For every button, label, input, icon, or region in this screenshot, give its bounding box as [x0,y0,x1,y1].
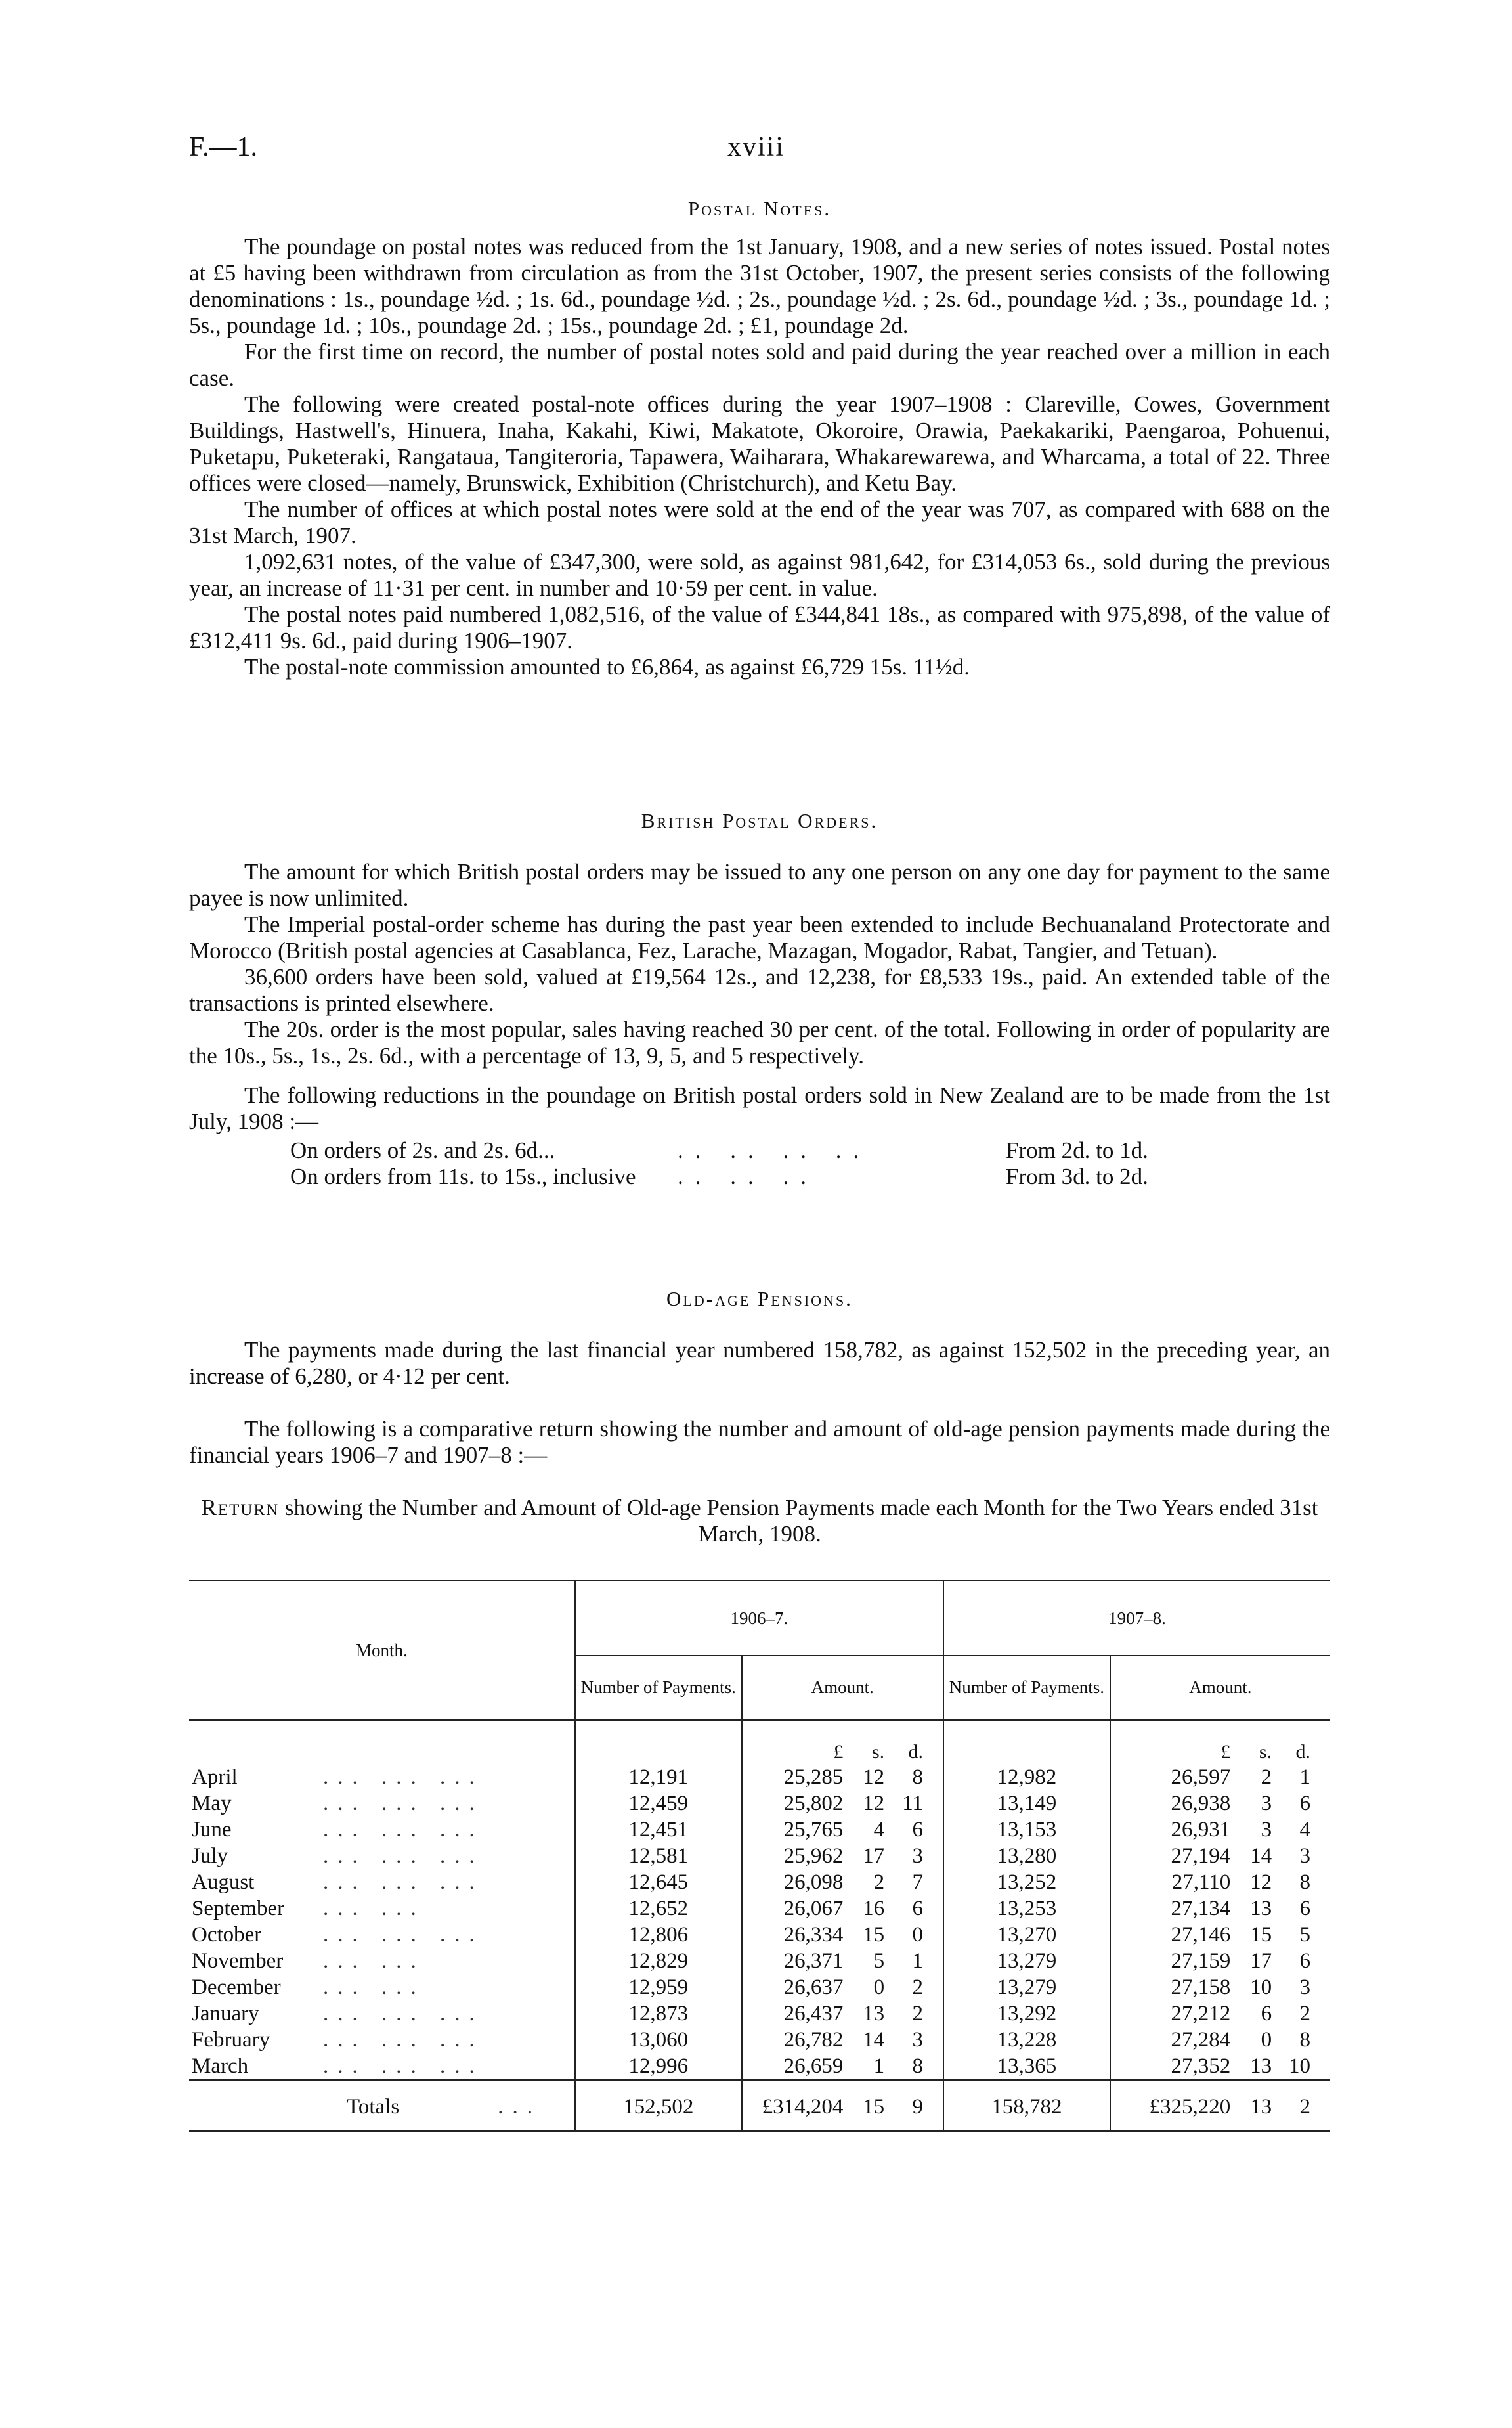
amount-pounds-1906-7: 26,437 [742,2000,846,2027]
amount-pounds-1906-7: 26,371 [742,1948,846,1974]
payments-count-1907-8: 12,982 [943,1764,1110,1790]
amount-pounds-1907-8: 27,159 [1110,1948,1233,1974]
total-pence-1906-7: 9 [912,2095,923,2119]
amount-shillings-1906-7: 14 [863,2028,885,2052]
month-column-header: Month. [189,1581,575,1720]
table-row [189,1869,1330,1895]
amount-pence-1906-7: 2 [912,1976,923,1999]
paragraph: The following were created postal-note offices during the year 1907–1908 : Clareville, Cowes, Government Buildings, Hastwell's, Hinuera, Inaha, Kakahi, Kiwi, Makatote, Okoroire, Orawia, Paekakariki, Paengaroa, Pohuenui, Puketapu, Puketeraki, Rangataua, Tangiteroria, Tapawera, Waiharara, Whakarewarewa, and Wharcama, a total of 22. Three offices were closed—namely, Brunswick, Exhibition (Christchurch), and Ketu Bay. [189,391,1330,496]
month-cell [189,1790,575,1817]
table-body [189,1720,1330,2080]
month-cell [189,1817,575,1843]
table-row [189,1922,1330,1948]
amount-pence-1906-7: 3 [912,1844,923,1868]
amount-pence-1906-7: 3 [912,2028,923,2052]
paragraph: The payments made during the last financial year numbered 158,782, as against 152,502 in the preceding year, an increase of 6,280, or 4·12 per cent. [189,1337,1330,1389]
table-caption [189,1495,1330,1547]
table-row [189,1895,1330,1922]
amount-pence-1907-8: 6 [1299,1792,1310,1815]
payments-count-1907-8: 13,228 [943,2027,1110,2053]
amount-pounds-1906-7: 26,067 [742,1895,846,1922]
amount-shillings-1907-8: 12 [1250,1870,1272,1894]
paragraph: The following is a comparative return showing the number and amount of old-age pension payments made during the financial years 1906–7 and 1907–8 :— [189,1416,1330,1468]
paragraph: The Imperial postal-order scheme has during the past year been extended to include Bechuanaland Protectorate and Morocco (British postal agencies at Casablanca, Fez, Larache, Mazagan, Mogador, Rabat, Tangier, and Tetuan). [189,912,1330,963]
old-age-pensions-section [189,1287,1330,2132]
amount-shillings-1907-8: 6 [1261,2002,1272,2025]
amount-pence-1907-8: 3 [1299,1844,1310,1868]
amount-pence-1907-8: 8 [1299,2028,1310,2052]
paragraph: 36,600 orders have been sold, valued at £19,564 12s., and 12,238, for £8,533 19s., paid. An extended table of the transactions is printed elsewhere. [189,964,1330,1016]
amount-shillings-1907-8: 14 [1250,1844,1272,1868]
payments-count-1906-7: 12,873 [575,2000,742,2027]
total-pounds-1907-8: £325,220 [1110,2080,1233,2131]
month-cell [189,1869,575,1895]
amount-pounds-1906-7: 25,962 [742,1843,846,1869]
payments-count-1906-7: 12,451 [575,1817,742,1843]
amount-pounds-1906-7: 26,782 [742,2027,846,2053]
totals-row [189,2080,1330,2131]
reduction-orders: On orders of 2s. and 2s. 6d... [290,1137,555,1163]
month-name: June [192,1818,232,1842]
amount-shillings-1906-7: 12 [863,1792,885,1815]
amount-shillings-1907-8: 3 [1261,1792,1272,1815]
pence-unit: d. [1295,1741,1310,1763]
amount-pounds-1907-8: 27,284 [1110,2027,1233,2053]
table-row [189,1974,1330,2000]
amount-pounds-1907-8: 27,352 [1110,2053,1233,2080]
amount-shillings-1906-7: 4 [873,1818,885,1842]
leader-dots: ... ... ... [323,2054,484,2078]
shilling-unit: s. [871,1741,885,1763]
payments-count-1906-7: 12,959 [575,1974,742,2000]
total-shillings-1907-8: 13 [1250,2095,1272,2119]
amount-pence-1906-7: 2 [912,2002,923,2025]
caption-lead: Return [201,1495,280,1520]
amount-pounds-1906-7: 25,765 [742,1817,846,1843]
amount-pence-1906-7: 11 [902,1792,923,1815]
amount-pounds-1907-8: 26,597 [1110,1764,1233,1790]
payments-count-1906-7: 12,459 [575,1790,742,1817]
total-pounds-1906-7: £314,204 [742,2080,846,2131]
paragraph: The postal-note commission amounted to £6,864, as against £6,729 15s. 11½d. [244,654,970,680]
month-name: February [192,2028,270,2052]
number-of-payments-header: Number of Payments. [943,1656,1110,1721]
amount-shillings-1906-7: 2 [873,1870,885,1894]
table-row [189,2027,1330,2053]
caption-text: showing the Number and Amount of Old-age Pension Payments made each Month for the Two Years ended 31st March, 1908. [279,1495,1318,1547]
table-row [189,2053,1330,2080]
total-shillings-1906-7: 15 [863,2095,885,2119]
payments-count-1907-8: 13,280 [943,1843,1110,1869]
amount-shillings-1907-8: 13 [1250,2054,1272,2078]
amount-shillings-1906-7: 13 [863,2002,885,2025]
amount-shillings-1906-7: 15 [863,1923,885,1947]
amount-pounds-1907-8: 27,110 [1110,1869,1233,1895]
payments-count-1906-7: 12,581 [575,1843,742,1869]
amount-shillings-1907-8: 0 [1261,2028,1272,2052]
amount-shillings-1906-7: 17 [863,1844,885,1868]
table-row [189,1817,1330,1843]
amount-pounds-1907-8: 27,134 [1110,1895,1233,1922]
month-name: May [192,1792,232,1815]
payments-count-1906-7: 12,996 [575,2053,742,2080]
poundage-reductions-list [189,1137,1330,1190]
amount-pence-1906-7: 8 [912,2054,923,2078]
paragraph: The amount for which British postal orders may be issued to any one person on any one day for payment to the same payee is now unlimited. [189,859,1330,911]
table-row [189,1948,1330,1974]
postal-notes-heading: Postal Notes. [687,197,832,220]
table-row [189,1790,1330,1817]
month-name: September [192,1897,285,1920]
amount-pence-1906-7: 6 [912,1897,923,1920]
table-row [189,1764,1330,1790]
reduction-change: From 2d. to 1d. [1006,1137,1148,1163]
reduction-row [189,1164,1330,1190]
amount-pence-1907-8: 6 [1299,1949,1310,1973]
amount-pounds-1907-8: 26,938 [1110,1790,1233,1817]
leader-dots: ... ... [323,1976,425,1999]
payments-count-1906-7: 12,829 [575,1948,742,1974]
british-postal-orders-section [189,809,1330,1190]
leader-dots: ... ... [323,1949,425,1973]
amount-pence-1906-7: 1 [912,1949,923,1973]
amount-pence-1907-8: 4 [1299,1818,1310,1842]
reduction-change: From 3d. to 2d. [1006,1164,1148,1189]
amount-pounds-1906-7: 26,637 [742,1974,846,2000]
leader-dots: .. .. .. [678,1164,818,1189]
amount-pence-1907-8: 1 [1299,1765,1310,1789]
amount-pence-1907-8: 2 [1299,2002,1310,2025]
pound-unit: £ [742,1720,846,1764]
payments-count-1907-8: 13,270 [943,1922,1110,1948]
amount-shillings-1906-7: 16 [863,1897,885,1920]
postal-notes-section [189,197,1330,680]
leader-dots: ... ... ... [323,1870,484,1894]
amount-shillings-1906-7: 5 [873,1949,885,1973]
leader-dots: ... ... ... [323,1923,484,1947]
leader-dots: ... ... ... [323,1844,484,1868]
year-1906-7-header: 1906–7. [575,1581,943,1656]
amount-pounds-1907-8: 26,931 [1110,1817,1233,1843]
month-cell [189,1764,575,1790]
pence-unit: d. [908,1741,923,1763]
amount-pence-1907-8: 6 [1299,1897,1310,1920]
amount-header: Amount. [742,1656,943,1721]
amount-header: Amount. [1110,1656,1330,1721]
month-name: April [192,1765,238,1789]
month-cell [189,2000,575,2027]
payments-count-1906-7: 12,191 [575,1764,742,1790]
amount-pounds-1907-8: 27,146 [1110,1922,1233,1948]
amount-pounds-1907-8: 27,212 [1110,2000,1233,2027]
page-number: xviii [727,132,785,162]
paragraph: The poundage on postal notes was reduced from the 1st January, 1908, and a new series of notes issued. Postal notes at £5 having been withdrawn from circulation as from the 31st October, 1907, the present series consists of the following denominations : 1s., poundage ½d. ; 1s. 6d., poundage ½d. ; 2s., poundage ½d. ; 2s. 6d., poundage ½d. ; 3s., poundage 1d. ; 5s., poundage 1d. ; 10s., poundage 2d. ; 15s., poundage 2d. ; £1, poundage 2d. [189,234,1330,338]
old-age-pensions-heading: Old-age Pensions. [666,1287,853,1310]
month-name: November [192,1949,284,1973]
shilling-unit: s. [1259,1741,1272,1763]
amount-pence-1906-7: 7 [912,1870,923,1894]
amount-pounds-1906-7: 26,334 [742,1922,846,1948]
payments-count-1907-8: 13,279 [943,1948,1110,1974]
month-cell [189,1974,575,2000]
amount-pounds-1906-7: 25,802 [742,1790,846,1817]
payments-count-1906-7: 12,645 [575,1869,742,1895]
amount-shillings-1907-8: 15 [1250,1923,1272,1947]
year-1907-8-header: 1907–8. [943,1581,1330,1656]
amount-pence-1907-8: 10 [1289,2054,1310,2078]
month-name: March [192,2054,249,2078]
amount-pounds-1906-7: 25,285 [742,1764,846,1790]
payments-count-1906-7: 12,652 [575,1895,742,1922]
month-cell [189,1843,575,1869]
month-cell [189,1922,575,1948]
amount-pence-1907-8: 3 [1299,1976,1310,1999]
amount-pence-1906-7: 6 [912,1818,923,1842]
paragraph: The 20s. order is the most popular, sales having reached 30 per cent. of the total. Following in order of popularity are the 10s., 5s., 1s., 2s. 6d., with a percentage of 13, 9, 5, and 5 respectively. [189,1017,1330,1069]
table-row [189,2000,1330,2027]
leader-dots: .. .. .. .. [678,1137,871,1163]
total-pence-1907-8: 2 [1299,2095,1310,2119]
leader-dots: ... ... ... [323,1818,484,1842]
leader-dots: ... ... ... [323,1765,484,1789]
month-cell [189,1948,575,1974]
paragraph: The following reductions in the poundage on British postal orders sold in New Zealand are to be made from the 1st July, 1908 :— [189,1082,1330,1134]
reduction-orders: On orders from 11s. to 15s., inclusive [290,1164,636,1189]
month-cell [189,2027,575,2053]
amount-shillings-1907-8: 17 [1250,1949,1272,1973]
total-count-1907-8: 158,782 [943,2080,1110,2131]
amount-shillings-1907-8: 3 [1261,1818,1272,1842]
amount-pence-1907-8: 8 [1299,1870,1310,1894]
leader-dots: ... [498,2095,542,2119]
amount-shillings-1907-8: 2 [1261,1765,1272,1789]
table-row [189,1843,1330,1869]
leader-dots: ... ... ... [323,2028,484,2052]
amount-pounds-1907-8: 27,194 [1110,1843,1233,1869]
leader-dots: ... ... ... [323,1792,484,1815]
payments-count-1907-8: 13,292 [943,2000,1110,2027]
table-totals [189,2080,1330,2131]
pound-unit: £ [1110,1720,1233,1764]
document-reference: F.—1. [189,132,257,162]
reduction-row [189,1137,1330,1164]
payments-count-1907-8: 13,253 [943,1895,1110,1922]
paragraph: The postal notes paid numbered 1,082,516, of the value of £344,841 18s., as compared with 975,898, of the value of £312,411 9s. 6d., paid during 1906–1907. [189,602,1330,653]
totals-label: Totals [347,2095,400,2119]
payments-count-1906-7: 12,806 [575,1922,742,1948]
month-name: July [192,1844,228,1868]
month-cell [189,2053,575,2080]
leader-dots: ... ... ... [323,2002,484,2025]
amount-pence-1906-7: 0 [912,1923,923,1947]
paragraph: For the first time on record, the number of postal notes sold and paid during the year reached over a million in each case. [189,339,1330,391]
amount-pounds-1906-7: 26,098 [742,1869,846,1895]
payments-count-1907-8: 13,252 [943,1869,1110,1895]
amount-shillings-1907-8: 13 [1250,1897,1272,1920]
month-name: August [192,1870,255,1894]
leader-dots: ... ... [323,1897,425,1920]
paragraph: 1,092,631 notes, of the value of £347,300, were sold, as against 981,642, for £314,053 6s., sold during the previous year, an increase of 11·31 per cent. in number and 10·59 per cent. in value. [189,549,1330,601]
payments-count-1906-7: 13,060 [575,2027,742,2053]
amount-shillings-1906-7: 0 [873,1976,885,1999]
total-count-1906-7: 152,502 [575,2080,742,2131]
amount-pounds-1906-7: 26,659 [742,2053,846,2080]
payments-count-1907-8: 13,279 [943,1974,1110,2000]
pension-payments-table [189,1580,1330,2132]
payments-count-1907-8: 13,365 [943,2053,1110,2080]
amount-shillings-1906-7: 1 [873,2054,885,2078]
amount-shillings-1907-8: 10 [1250,1976,1272,1999]
paragraph: The number of offices at which postal notes were sold at the end of the year was 707, as compared with 688 on the 31st March, 1907. [189,497,1330,548]
payments-count-1907-8: 13,149 [943,1790,1110,1817]
month-name: October [192,1923,262,1947]
number-of-payments-header: Number of Payments. [575,1656,742,1721]
units-row [189,1720,1330,1764]
month-name: December [192,1976,281,1999]
amount-shillings-1906-7: 12 [863,1765,885,1789]
amount-pence-1907-8: 5 [1299,1923,1310,1947]
payments-count-1907-8: 13,153 [943,1817,1110,1843]
month-cell [189,1895,575,1922]
amount-pounds-1907-8: 27,158 [1110,1974,1233,2000]
british-postal-orders-heading: British Postal Orders. [641,809,878,832]
month-name: January [192,2002,259,2025]
amount-pence-1906-7: 8 [912,1765,923,1789]
